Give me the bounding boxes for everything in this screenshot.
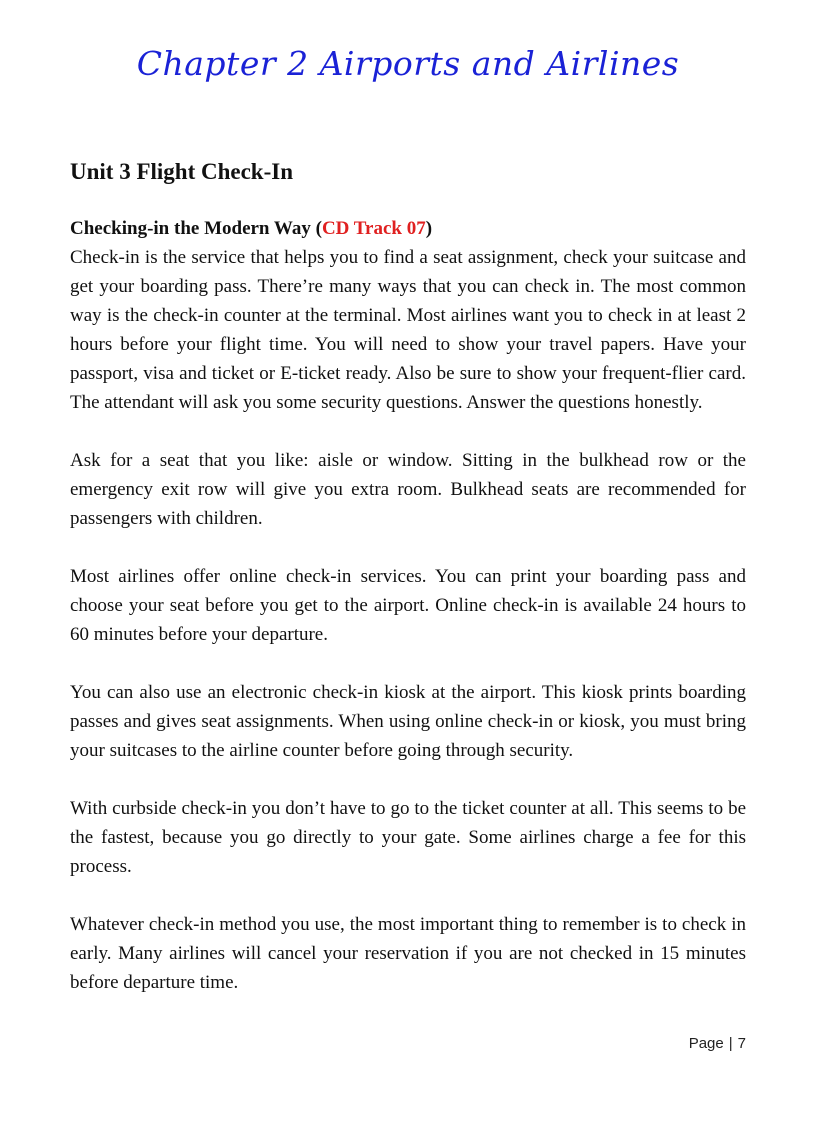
paragraph-3: Most airlines offer online check-in services. You can print your boarding pass and choose your seat before you get to the airport. Online check-in is available 24 hours to 60 minutes before your departure. (70, 566, 746, 645)
chapter-title: Chapter 2 Airports and Airlines (136, 44, 680, 83)
paragraph-2: Ask for a seat that you like: aisle or window. Sitting in the bulkhead row or the emergency exit row will give you extra room. Bulkhead seats are recommended for passengers with children. (70, 450, 746, 529)
track-close-paren: ) (425, 218, 433, 239)
section-heading (70, 214, 746, 243)
paragraph-6: Whatever check-in method you use, the most important thing to remember is to check in early. Many airlines will cancel your reservation if you are not checked in 15 minutes before departure time. (70, 914, 746, 993)
page-number: 7 (737, 1035, 746, 1052)
section-heading-text: Checking-in the Modern Way (70, 218, 311, 239)
paragraph-5: With curbside check-in you don’t have to go to the ticket counter at all. This seems to be the fastest, because you go directly to your gate. Some airlines charge a fee for this process. (70, 798, 746, 877)
track-open-paren: ( (310, 218, 322, 239)
page-separator: | (728, 1035, 733, 1052)
paragraph-4: You can also use an electronic check-in kiosk at the airport. This kiosk prints boarding passes and gives seat assignments. When using online check-in or kiosk, you must bring your suitcases to the airline counter before going through security. (70, 682, 746, 761)
page-label: Page (688, 1035, 724, 1052)
unit-title: Unit 3 Flight Check-In (70, 159, 293, 184)
cd-track-label: CD Track 07 (321, 218, 426, 239)
page-content (70, 156, 746, 1026)
page-footer (689, 1035, 746, 1052)
paragraph-1: Check-in is the service that helps you to find a seat assignment, check your suitcase and get your boarding pass. There’re many ways that you can check in. The most common way is the check-in counter at the terminal. Most airlines want you to check in at least 2 hours before your flight time. You will need to show your travel papers. Have your passport, visa and ticket or E-ticket ready. Also be sure to show your frequent-flier card. The attendant will ask you some security questions. Answer the questions honestly. (70, 247, 746, 413)
